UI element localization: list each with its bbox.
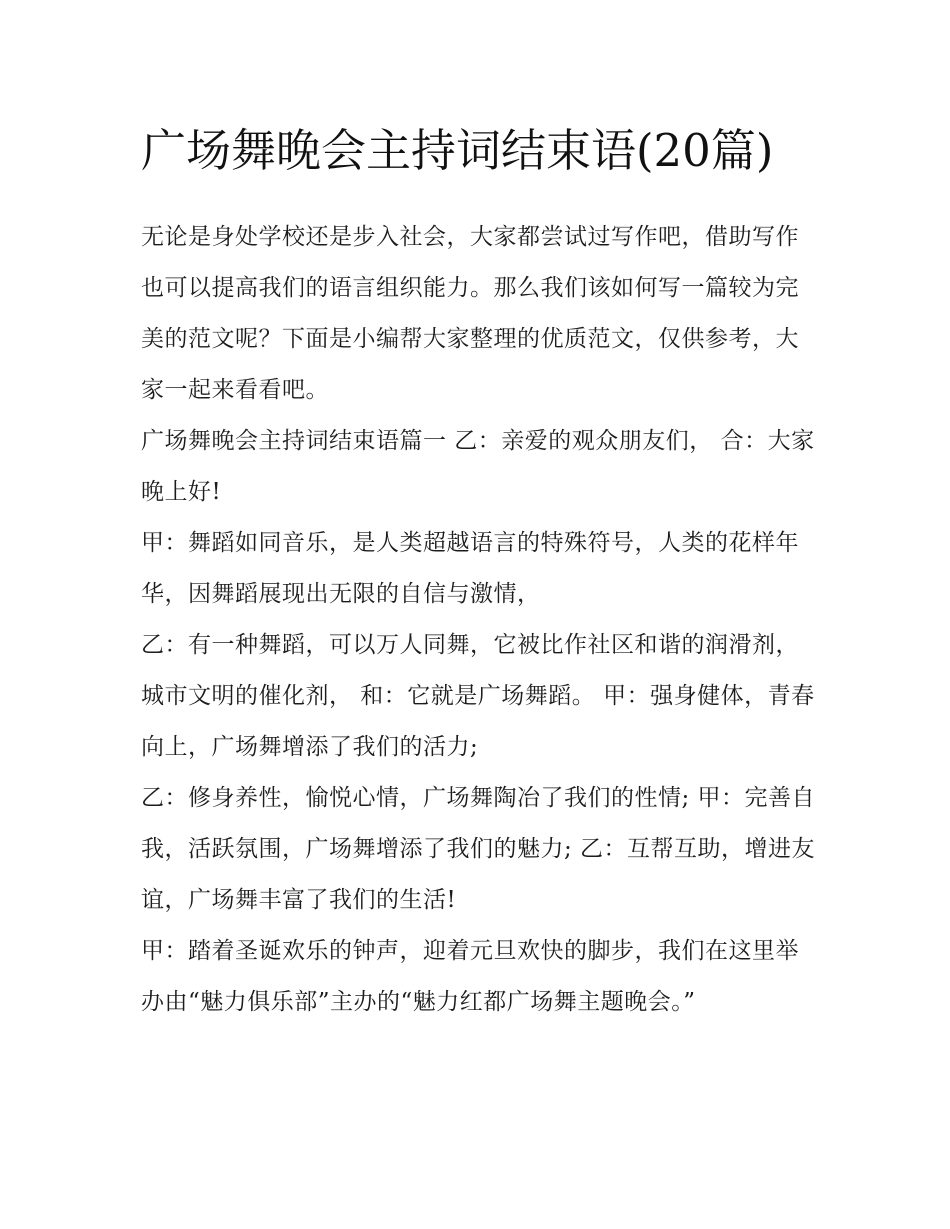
document-content — [141, 112, 821, 1028]
paragraph-event: 甲：踏着圣诞欢乐的钟声，迎着元旦欢快的脚步，我们在这里举办由“魅力俱乐部”主办的“魅力红都广场舞主题晚会。” — [141, 938, 799, 1015]
paragraph-intro: 无论是身处学校还是步入社会，大家都尝试过写作吧，借助写作也可以提高我们的语言组织能力。那么我们该如何写一篇较为完美的范文呢？下面是小编帮大家整理的优质范文，仅供参考，大家一起来看看吧。 — [141, 224, 799, 403]
paragraph-opening: 广场舞晚会主持词结束语篇一 乙：亲爱的观众朋友们， 合：大家晚上好! — [141, 428, 815, 505]
paragraph-benefits: 乙：修身养性，愉悦心情，广场舞陶冶了我们的性情; 甲：完善自我，活跃氛围，广场舞增添了我们的魅力; 乙：互帮互助，增进友谊，广场舞丰富了我们的生活! — [141, 785, 816, 913]
paragraph-dance-music: 甲：舞蹈如同音乐，是人类超越语言的特殊符号，人类的花样年华，因舞蹈展现出无限的自信与激情， — [141, 530, 799, 607]
paragraph-square-dance: 乙：有一种舞蹈，可以万人同舞，它被比作社区和谐的润滑剂，城市文明的催化剂， 和：它就是广场舞蹈。 甲：强身健体，青春向上，广场舞增添了我们的活力; — [141, 632, 815, 760]
document-title: 广场舞晚会主持词结束语(20篇) — [141, 124, 774, 177]
document-body — [141, 212, 821, 1028]
